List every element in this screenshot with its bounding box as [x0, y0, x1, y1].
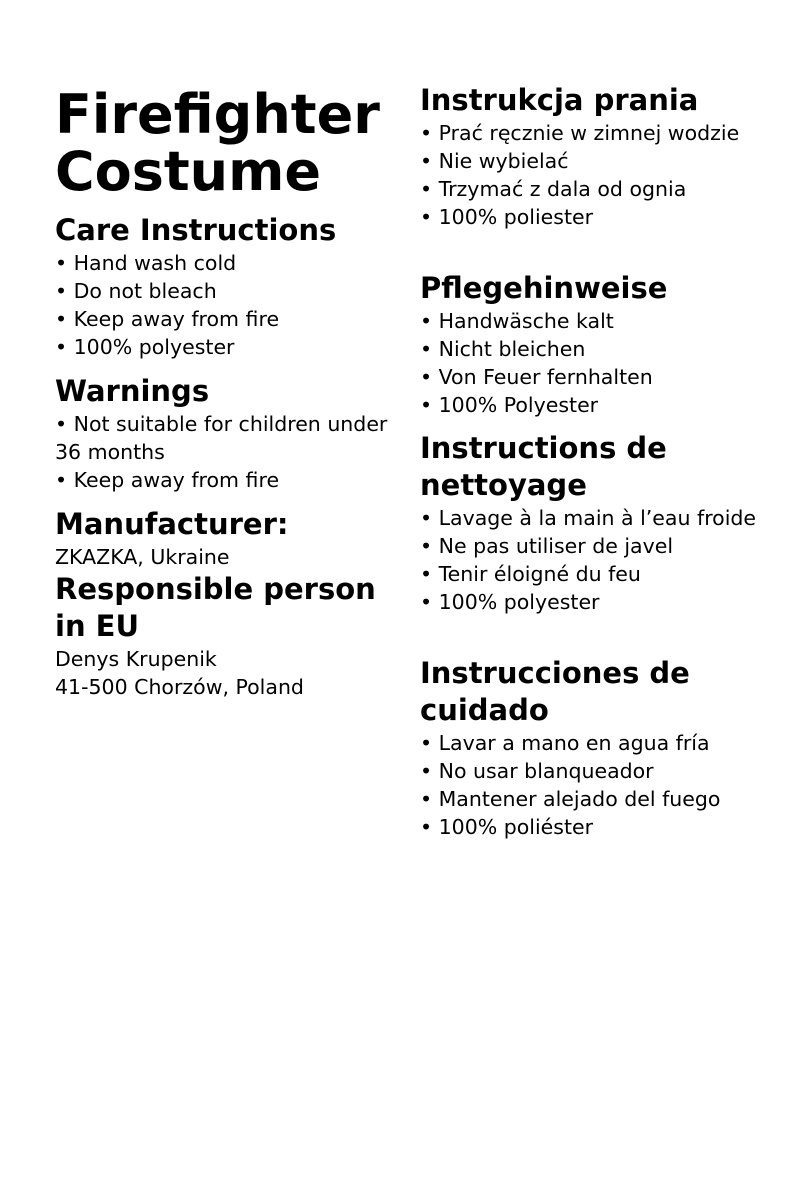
care-instructions-section — [55, 212, 400, 361]
list-item: • Nie wybielać — [420, 147, 780, 175]
list-item: • Von Feuer fernhalten — [420, 363, 780, 391]
polish-heading: Instrukcja prania — [420, 83, 699, 117]
spanish-section — [420, 655, 780, 841]
list-item: • Trzymać z dala od ognia — [420, 175, 780, 203]
list-item: • 100% polyester — [55, 333, 400, 361]
list-item: • 100% polyester — [420, 588, 780, 616]
list-item: • Tenir éloigné du feu — [420, 560, 780, 588]
spanish-heading: Instrucciones de cuidado — [420, 656, 690, 727]
french-heading: Instructions de nettoyage — [420, 431, 667, 502]
product-title: Firefighter Costume — [55, 83, 380, 203]
manufacturer-heading: Manufacturer: — [55, 507, 289, 541]
list-item: • Keep away from fire — [55, 466, 400, 494]
warnings-list — [55, 410, 400, 494]
list-item: • Do not bleach — [55, 277, 400, 305]
polish-section — [420, 82, 780, 231]
warnings-section — [55, 373, 400, 494]
list-item: • Mantener alejado del fuego — [420, 785, 780, 813]
german-heading: Pflegehinweise — [420, 271, 668, 305]
list-item: • Hand wash cold — [55, 249, 400, 277]
list-item: • Prać ręcznie w zimnej wodzie — [420, 119, 780, 147]
list-item: • Keep away from fire — [55, 305, 400, 333]
responsible-person-section — [55, 571, 400, 701]
warnings-heading: Warnings — [55, 374, 210, 408]
manufacturer-section — [55, 506, 400, 571]
spanish-list — [420, 729, 780, 841]
french-list — [420, 504, 780, 616]
responsible-person-heading: Responsible person in EU — [55, 572, 376, 643]
polish-list — [420, 119, 780, 231]
list-item: • Ne pas utiliser de javel — [420, 532, 780, 560]
care-instructions-list — [55, 249, 400, 361]
list-item: • No usar blanqueador — [420, 757, 780, 785]
french-section — [420, 430, 780, 616]
care-instructions-heading: Care Instructions — [55, 213, 337, 247]
responsible-person-name: Denys Krupenik — [55, 647, 217, 671]
list-item: • Handwäsche kalt — [420, 307, 780, 335]
manufacturer-text: ZKAZKA, Ukraine — [55, 545, 230, 569]
responsible-person-address: 41-500 Chorzów, Poland — [55, 675, 304, 699]
german-list — [420, 307, 780, 419]
list-item: • 100% poliéster — [420, 813, 780, 841]
list-item: • Nicht bleichen — [420, 335, 780, 363]
german-section — [420, 270, 780, 419]
list-item: • Lavage à la main à l’eau froide — [420, 504, 780, 532]
list-item: • 100% poliester — [420, 203, 780, 231]
list-item: • Not suitable for children under 36 months — [55, 410, 400, 466]
list-item: • Lavar a mano en agua fría — [420, 729, 780, 757]
list-item: • 100% Polyester — [420, 391, 780, 419]
